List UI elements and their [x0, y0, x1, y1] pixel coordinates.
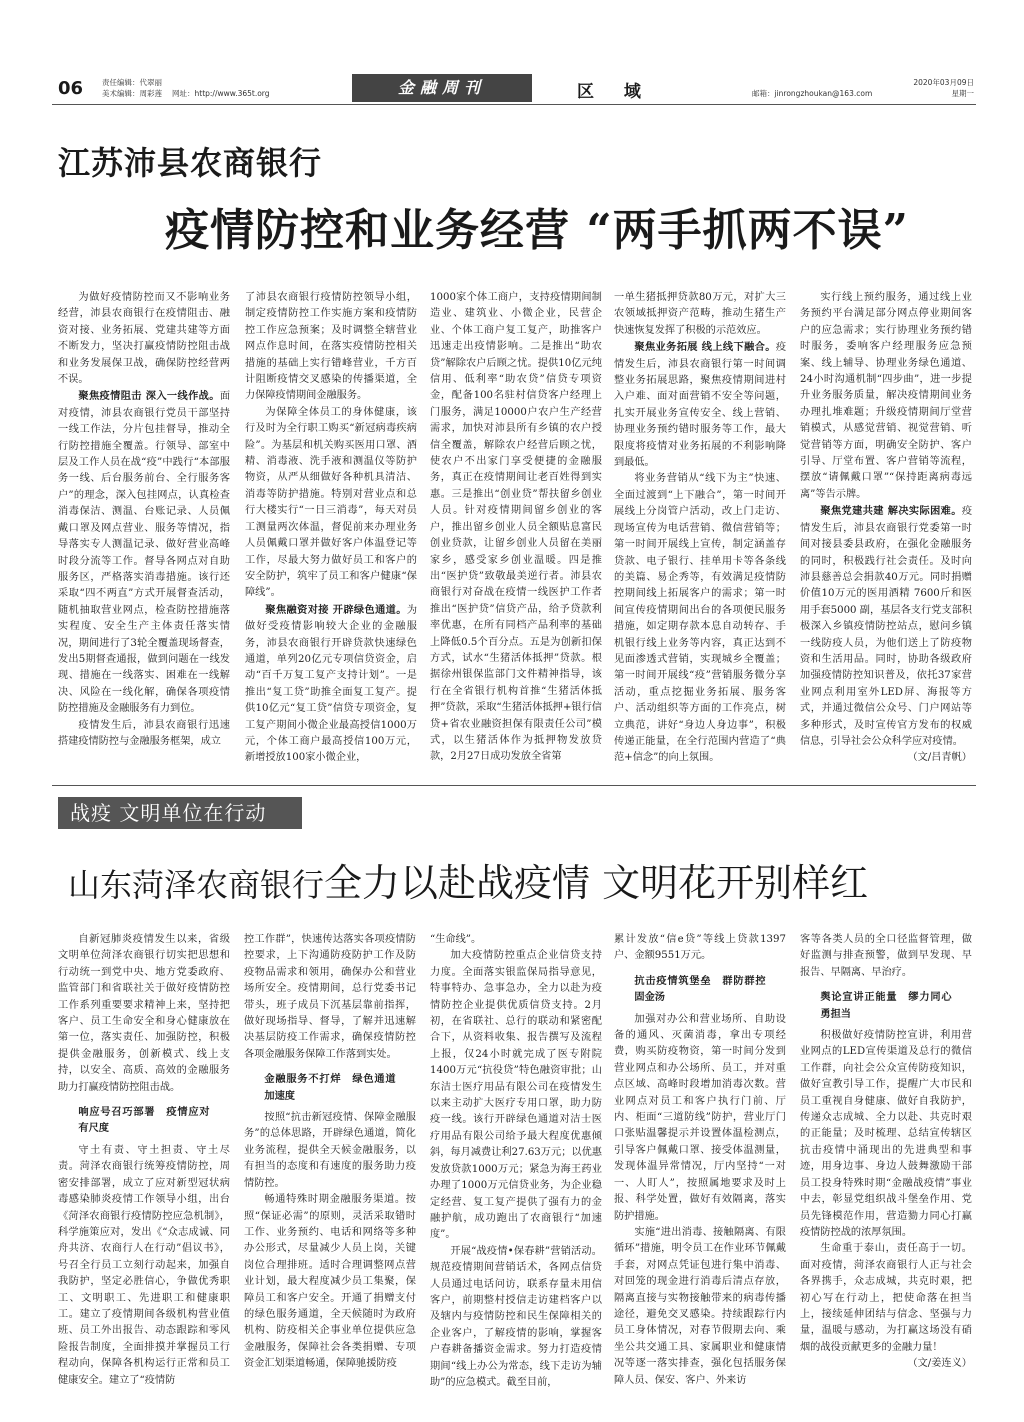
paragraph [614, 1012, 786, 1225]
paragraph [430, 290, 602, 766]
paragraph-text: 实行线上预约服务，通过线上业务预约平台满足部分网点停业期间客户的应急需求；实行协理业务预约错时服务，委响客户经理服务应急预案、线上辅导、协理业务绿色通道、24小时沟通机制“四步曲”，进一步提升业务服务质量，解决疫情期间业务办理扎堆难题；升级疫情期间厅堂营销模式，从感觉营销、视觉营销、听觉营销等方面，明确安全防护、客户引导、厅堂布置、客户营销等流程，摆放“请佩戴口罩”“保持距离病毒远离”等告示牌。 [800, 292, 972, 500]
paragraph-text: 疫情发生后，沛县农商银行迅速搭建疫情防控与金融服务框架，成立 [58, 719, 230, 747]
paragraph [58, 290, 230, 388]
paragraph [800, 290, 972, 503]
article2-column [614, 932, 786, 1389]
paragraph-text: 一单生猪抵押贷款80万元，对扩大三农领域抵押资产范畴，推动生猪生产快速恢复发挥了积极的示范效应。 [614, 292, 786, 336]
paragraph-text: 1000家个体工商户，支持疫情期间制造业、建筑业、小微企业，民营企业、个体工商户复工复产，助推客户迅速走出疫情影响。二是推出“助农贷”解除农户后顾之忧。提供10亿元纯信用、低利率“助农贷”信贷专项资金，配备100名驻村信贷客户经理上门服务，满足10000户农户生产经营需求，加快对沛县所有乡镇的农户授信全覆盖，解除农户经营后顾之忧，使农户不出家门享受便捷的金融服务，真正在疫情期间让老百姓得到实惠。三是推出“创业贷”帮扶留乡创业人员。针对疫情期间留乡创业的客户，推出留乡创业人员全额贴息富民创业贷款，让留乡创业人员留在美丽家乡，感受家乡创业温暖。四是推出“医护贷”致敬最美逆行者。沛县农商银行对奋战在疫情一线医护工作者推出“医护贷”信贷产品，给予贷款利率优惠，在所有同档产品利率的基础上降低0.5个百分点。五是为创新扣保方式，试水“生猪活体抵押”贷款。根据徐州银保监部门文件精神指导，该行在全省银行机构首推“生猪活体抵押”贷款，采取“生猪活体抵押+银行信贷+省农业融资担保有限责任公司”模式，以生猪活体作为抵押物发放贷款，2月27日成功发放全省第 [430, 292, 602, 763]
article1-column [245, 290, 417, 767]
paragraph-text: 累计发放“信e贷”等线上贷款1397户、金额9551万元。 [614, 934, 786, 962]
header-rule [52, 104, 976, 105]
paragraph [58, 718, 230, 751]
paragraph-text: 畅通特殊时期金融服务渠道。按照“保证必需”的原则，灵活采取错时工作、业务预约、电话和网络等多种办公形式，尽量减少人员上岗，关键岗位合理排班。适时合理调整网点营业计划，最大程度减少员工集聚，保障员工和客户安全。开通了捐赠支付的绿色服务通道，全天候随时为政府机构、防疫相关企事业单位提供应急金融服务，保障社会各类捐赠、专项资金汇划渠道畅通，保障驰援防疫 [244, 1194, 416, 1370]
subheading: 金融服务不打烊 绿色通道加速度 [264, 1073, 396, 1102]
paragraph [614, 471, 786, 766]
paragraph [614, 290, 786, 339]
paragraph-text: 积极做好疫情防控宣讲，利用营业网点的LED宣传渠道及总行的微信工作群，向社会公众宣传防疫知识，做好宣教引导工作，提醒广大市民和员工重视自身健康、做好自我防护，传递众志成城、全力以赴、共克时艰的正能量；及时梳理、总结宣传辖区抗击疫情中涌现出的先进典型和事迹，用身边事、身边人鼓舞激励干部员工投身特殊时期“金融战疫情”事业中去，彰显党组织战斗堡垒作用、党员先锋模范作用，营造勠力同心打赢疫情防控战的浓厚氛围。 [800, 1030, 972, 1238]
paragraph-text: 生命重于泰山，责任高于一切。面对疫情，菏泽农商银行人正与社会各界携手，众志成城，共克时艰，把初心写在行动上，把使命落在担当上，接续延伸团结与信念、坚强与力量，温暖与感动，为打赢这场没有硝烟的战役贡献更多的金融力量！ [800, 1243, 972, 1353]
inline-subheading: 聚焦业务拓展 线上线下融合。 [634, 341, 776, 354]
inline-subheading: 聚焦融资对接 开辟绿色通道。 [265, 603, 407, 616]
art-editor: 美术编辑：周彩莲 [102, 89, 162, 98]
article1-column [430, 290, 602, 766]
article2-column [430, 932, 602, 1391]
paragraph [800, 503, 972, 750]
paragraph [430, 1244, 602, 1392]
paragraph [58, 1143, 230, 1389]
inline-subheading: 聚焦疫情阻击 深入一线作战。 [78, 390, 220, 403]
article1-pretitle: 江苏沛县农商银行 [58, 144, 323, 182]
date-info [912, 77, 974, 99]
brand-logo: 金融周刊 [352, 74, 532, 102]
paragraph [800, 1028, 972, 1241]
weekday: 星期一 [951, 89, 974, 98]
article2-column [800, 932, 972, 1373]
subheading: 响应号召巧部署 疫情应对有尺度 [78, 1106, 210, 1135]
paragraph-text: 控工作群”，快速传达落实各项疫情防控要求，上下沟通防疫防护工作及防疫物品需求和领用，确保办公和营业场所安全。疫情期间，总行党委书记带头，班子成员下沉基层靠前指挥，做好现场指导、督导，了解并迅速解决基层防疫工作需求，确保疫情防控各项金融服务保障工作落到实处。 [244, 934, 416, 1060]
paragraph-text: “生命线”。 [430, 934, 482, 945]
paragraph [245, 405, 417, 602]
paragraph [244, 1192, 416, 1372]
paragraph [430, 948, 602, 1243]
paragraph-text: 加大疫情防控重点企业信贷支持力度。全面落实银监保局指导意见，特事特办、急事急办，全力以赴为疫情防控企业提供优质信贷支持。2月初，在省联社、总行的联动和紧密配合下，从资料收集、报告撰写及流程上报，仅24小时就完成了医专附院1400万元“抗役贷”特色融资审批；山东洁士医疗用品有限公司在疫情发生以来主动扩大医疗专用口罩，助力防疫一线。该行开辟绿色通道对洁士医疗用品有限公司给予最大程度优惠倾斜，每月减费让利27.63万元；以优惠发放贷款1000万元；紧急为海王药业办理了1000万元信贷业务，为企业稳定经营、复工复产提供了强有力的金融护航，成功跑出了农商银行“加速度”。 [430, 950, 602, 1241]
paragraph-text: 实施“进出消毒、接触隔离、有限循环”措施，明令员工在作业环节佩戴手套，对网点凭证包进行集中消毒、对回笼的现金进行消毒后清点存放，隔离直接与实物接触带来的病毒传播途径，避免交叉感染。持续跟踪行内员工身体情况，对春节假期去向、乘坐公共交通工具、家属职业和健康情况等逐一落实排查，强化包括服务保障人员、保安、客户、外来访 [614, 1226, 786, 1386]
editor-credits [102, 77, 162, 99]
paragraph-text: 守土有责、守土担责、守土尽责。菏泽农商银行统筹疫情防控，周密安排部署，成立了应对新型冠状病毒感染肺炎疫情工作领导小组，出台《菏泽农商银行疫情防控应急机制》，科学施策应对，发出《“众志成诚、同舟共济、农商行人在行动”倡议书》，号召全行员工立刻行动起来，加强自我防护，坚定必胜信心，争做优秀职工、文明职工、先进职工和健康职工。建立了疫情期间各级机构营业值班、员工外出报告、动态跟踪和零风险报告制度，全面排摸并掌握员工行程动向，保障各机构运行正常和员工健康安全。建立了“疫情防 [58, 1144, 230, 1386]
article1-column [614, 290, 786, 767]
paragraph [800, 932, 972, 981]
paragraph [58, 388, 230, 717]
paragraph [244, 932, 416, 1063]
article2-column [58, 932, 230, 1389]
paragraph-text: 开展“战疫情•保春耕”营销活动。规范疫情期间营销话术，各网点信贷人员通过电话问访，联系存量未用信客户，前期整村授信走访建档客户以及辖内与疫情防控和民生保障相关的企业客户，了解疫情的影响，掌握客户春耕备播资金需求。努力打造疫情期间“线上办公为常态，线下走访为辅助”的应急模式。截至目前， [430, 1245, 602, 1388]
paragraph-text: 客等各类人员的全口径监督管理，做好监测与排查预警，做到早发现、早报告、早隔离、早治疗。 [800, 934, 972, 978]
page-header [52, 74, 976, 104]
subheading: 抗击疫情筑堡垒 群防群控固金汤 [634, 974, 766, 1004]
paragraph [614, 1225, 786, 1389]
paragraph-text: 按照“抗击新冠疫情、保障金融服务”的总体思路，开辟绿色通道，简化业务流程，提供全天候金融服务，以有担当的态度和有速度的服务助力疫情防控。 [244, 1112, 416, 1189]
paragraph [245, 602, 417, 767]
section-banner: 战疫 文明单位在行动 [58, 797, 302, 829]
paragraph [430, 932, 602, 948]
article2-title-part1: 山东菏泽农商银行 [68, 866, 325, 904]
paragraph-text: 疫情发生后，沛县农商银行第一时间调整业务拓展思路，聚焦疫情期间进村入户难、面对面营销不安全等问题，扎实开展业务宣传安全、线上营销、协理业务预约错时服务等工作，最大限度将疫情对业务拓展的不利影响降到最低。 [614, 342, 786, 469]
editor: 责任编辑：代翠丽 [102, 78, 162, 87]
paragraph-text: 将业务营销从“线下为主”快速、全面过渡到“上下融合”，第一时间开展线上分岗管户活动，改上门走访、现场宣传为电话营销、微信营销等；第一时间开展线上宣传，制定涵盖存贷款、电子银行、挂单用卡等各条线的美篇、易企秀等，有效满足疫情防控期间线上拓展客户的需求；第一时间宣传疫情期间出台的各项便民服务措施，如定期存款本息自动转存、手机银行线上业务等内容，真正达到不见面渗透式营销，实现城乡全覆盖；第一时间开展线“疫”营销服务微分享活动，重点挖掘业务拓展、服务客户、活动组织等方面的工作亮点，树立典范，讲好“身边人身边事”，积极传递正能量，在全行范围内营造了“典范+信念”的向上氛围。 [614, 473, 786, 764]
paragraph [245, 290, 417, 405]
article1-column [58, 290, 230, 750]
paragraph [614, 339, 786, 471]
author-credit: （文/姜连义） [907, 1358, 972, 1370]
paragraph-text: 加强对办公和营业场所、自助设备的通风、灭菌消毒，拿出专项经费，购买防疫物资，第一时间分发到营业网点和办公场所、员工，并对重点区域、高峰时段增加消毒次数。营业网点对员工和客户执行门前、厅内、柜面“三道防线”防护，营业厅门口张贴温馨提示并设置体温检测点，引导客户佩戴口罩、接受体温测量，发现体温异常情况，厅内坚持“一对一、人盯人”，按照属地要求及时上报、科学处置，做好有效隔离，落实防护措施。 [614, 1013, 786, 1222]
author-credit: （文/吕青帆） [907, 752, 972, 764]
paragraph [58, 932, 230, 1096]
paragraph-text: 为保障全体员工的身体健康，该行及时为全行职工购买“新冠病毒疾病险”。为基层和机关购买医用口罩、酒精、消毒液、洗手液和测温仪等防护物资，从严从细做好各种机具清洁、消毒等防护措施。特别对营业点和总行大楼实行“一日三消毒”，每天对员工测量两次体温，督促前来办理业务人员佩戴口罩并做好客户体温登记等工作，尽最大努力做好员工和客户的安全防护，筑牢了员工和客户健康“保障线”。 [245, 406, 417, 599]
article2-column [244, 932, 416, 1373]
article2-title [68, 852, 868, 907]
paragraph [244, 1110, 416, 1192]
paragraph-text: 为做好受疫情影响较大企业的金融服务，沛县农商银行开辟贷款快速绿色通道，单列20亿元专项信贷资金，启动“百千万复工复产支持计划”。一是推出“复工贷”助推全面复工复产。提供10亿元“复工贷”信贷专项资金，复工复产期间小微企业最高授信1000万元，个体工商户最高授信100万元，新增授放100家小微企业， [245, 604, 417, 764]
article1-title: 疫情防控和业务经营 “两手抓两不误” [165, 205, 909, 256]
paragraph-text: 面对疫情，沛县农商银行党员干部坚持一线工作法，分片包挂督导，推动全行防控措施全覆盖。行领导、部室中层及工作人员在战“疫”中践行“本部服务一线、后台服务前台、全行服务客户”的理念，深入包挂网点，认真检查消毒保洁、测温、台账记录、人员佩戴口罩及网点营业、服务等情况，指导落实专人测温记录、做好营业高峰时段分流等工作。督导各网点对自助服务区，严格落实消毒措施。该行还采取“四不两直”方式开展督查活动，随机抽取营业网点，检查防控措施落实程度、安全生产主体责任落实情况，期间进行了3轮全覆盖现场督查，发出5期督查通报，做到问题在一线发现、措施在一线落实、困难在一线解决、风险在一线化解，确保各项疫情防控措施及金融服务有力到位。 [58, 391, 230, 715]
issue-date: 2020年03月09日 [913, 78, 974, 87]
section-name: 区 域 [577, 82, 653, 102]
subheading: 舆论宣讲正能量 缪力同心勇担当 [820, 991, 952, 1020]
email: 邮箱：jinrongzhoukan@163.com [752, 89, 873, 98]
paragraph-text: 了沛县农商银行疫情防控领导小组，制定疫情防控工作实施方案和疫情防控工作应急预案；及时调整全辖营业网点作息时间，在落实疫情防控相关措施的基础上实行错峰营业，千方百计阻断疫情交叉感染的传播渠道，全力保障疫情期间金融服务。 [245, 292, 417, 402]
page-number: 06 [58, 78, 84, 99]
article1-column [800, 290, 972, 767]
article2-title-part2: 全力以赴战疫情 文明花开别样红 [324, 861, 869, 905]
inline-subheading: 聚焦党建共建 解决实际困难。 [820, 505, 962, 518]
paragraph-text: 疫情发生后，沛县农商银行党委第一时间对接县委县政府，在强化金融服务的同时，积极践行社会责任。及时向沛县慈善总会捐款40万元。同时捐赠价值10万元的医用酒精 7600斤和医用手套5000 副，基层各支行党支部积极深入乡镇疫情防控站点，慰问乡镇一线防疫人员，为他们送上了防疫物资和生活用品。同时，协助各级政府加强疫情防控知识普及，依托37家营业网点利用室外LED屏、海报等方式，并通过微信公众号、门户网站等多种形式，及时宣传官方发布的权威信息，引导社会公众科学应对疫情。 [800, 506, 972, 747]
paragraph [614, 932, 786, 965]
paragraph-text: 为做好疫情防控而又不影响业务经营，沛县农商银行在疫情阻击、融资对接、业务拓展、党建共建等方面不断发力，坚决打赢疫情防控阻击战和业务发展保卫战，确保防控经营两不误。 [58, 292, 230, 386]
article-divider [52, 785, 976, 786]
paragraph-text: 自新冠肺炎疫情发生以来，省级文明单位菏泽农商银行切实把思想和行动统一到党中央、地方党委政府、监管部门和省联社关于做好疫情防控工作系列重要要求精神上来，坚持把客户、员工生命安全和身心健康放在第一位，落实责任、加强防控，积极提供金融服务，创新模式、线上支持，以安全、高质、高效的金融服务助力打赢疫情防控阻击战。 [58, 934, 230, 1093]
paragraph [800, 1241, 972, 1356]
website: 网址：http://www.365t.org [172, 89, 270, 98]
